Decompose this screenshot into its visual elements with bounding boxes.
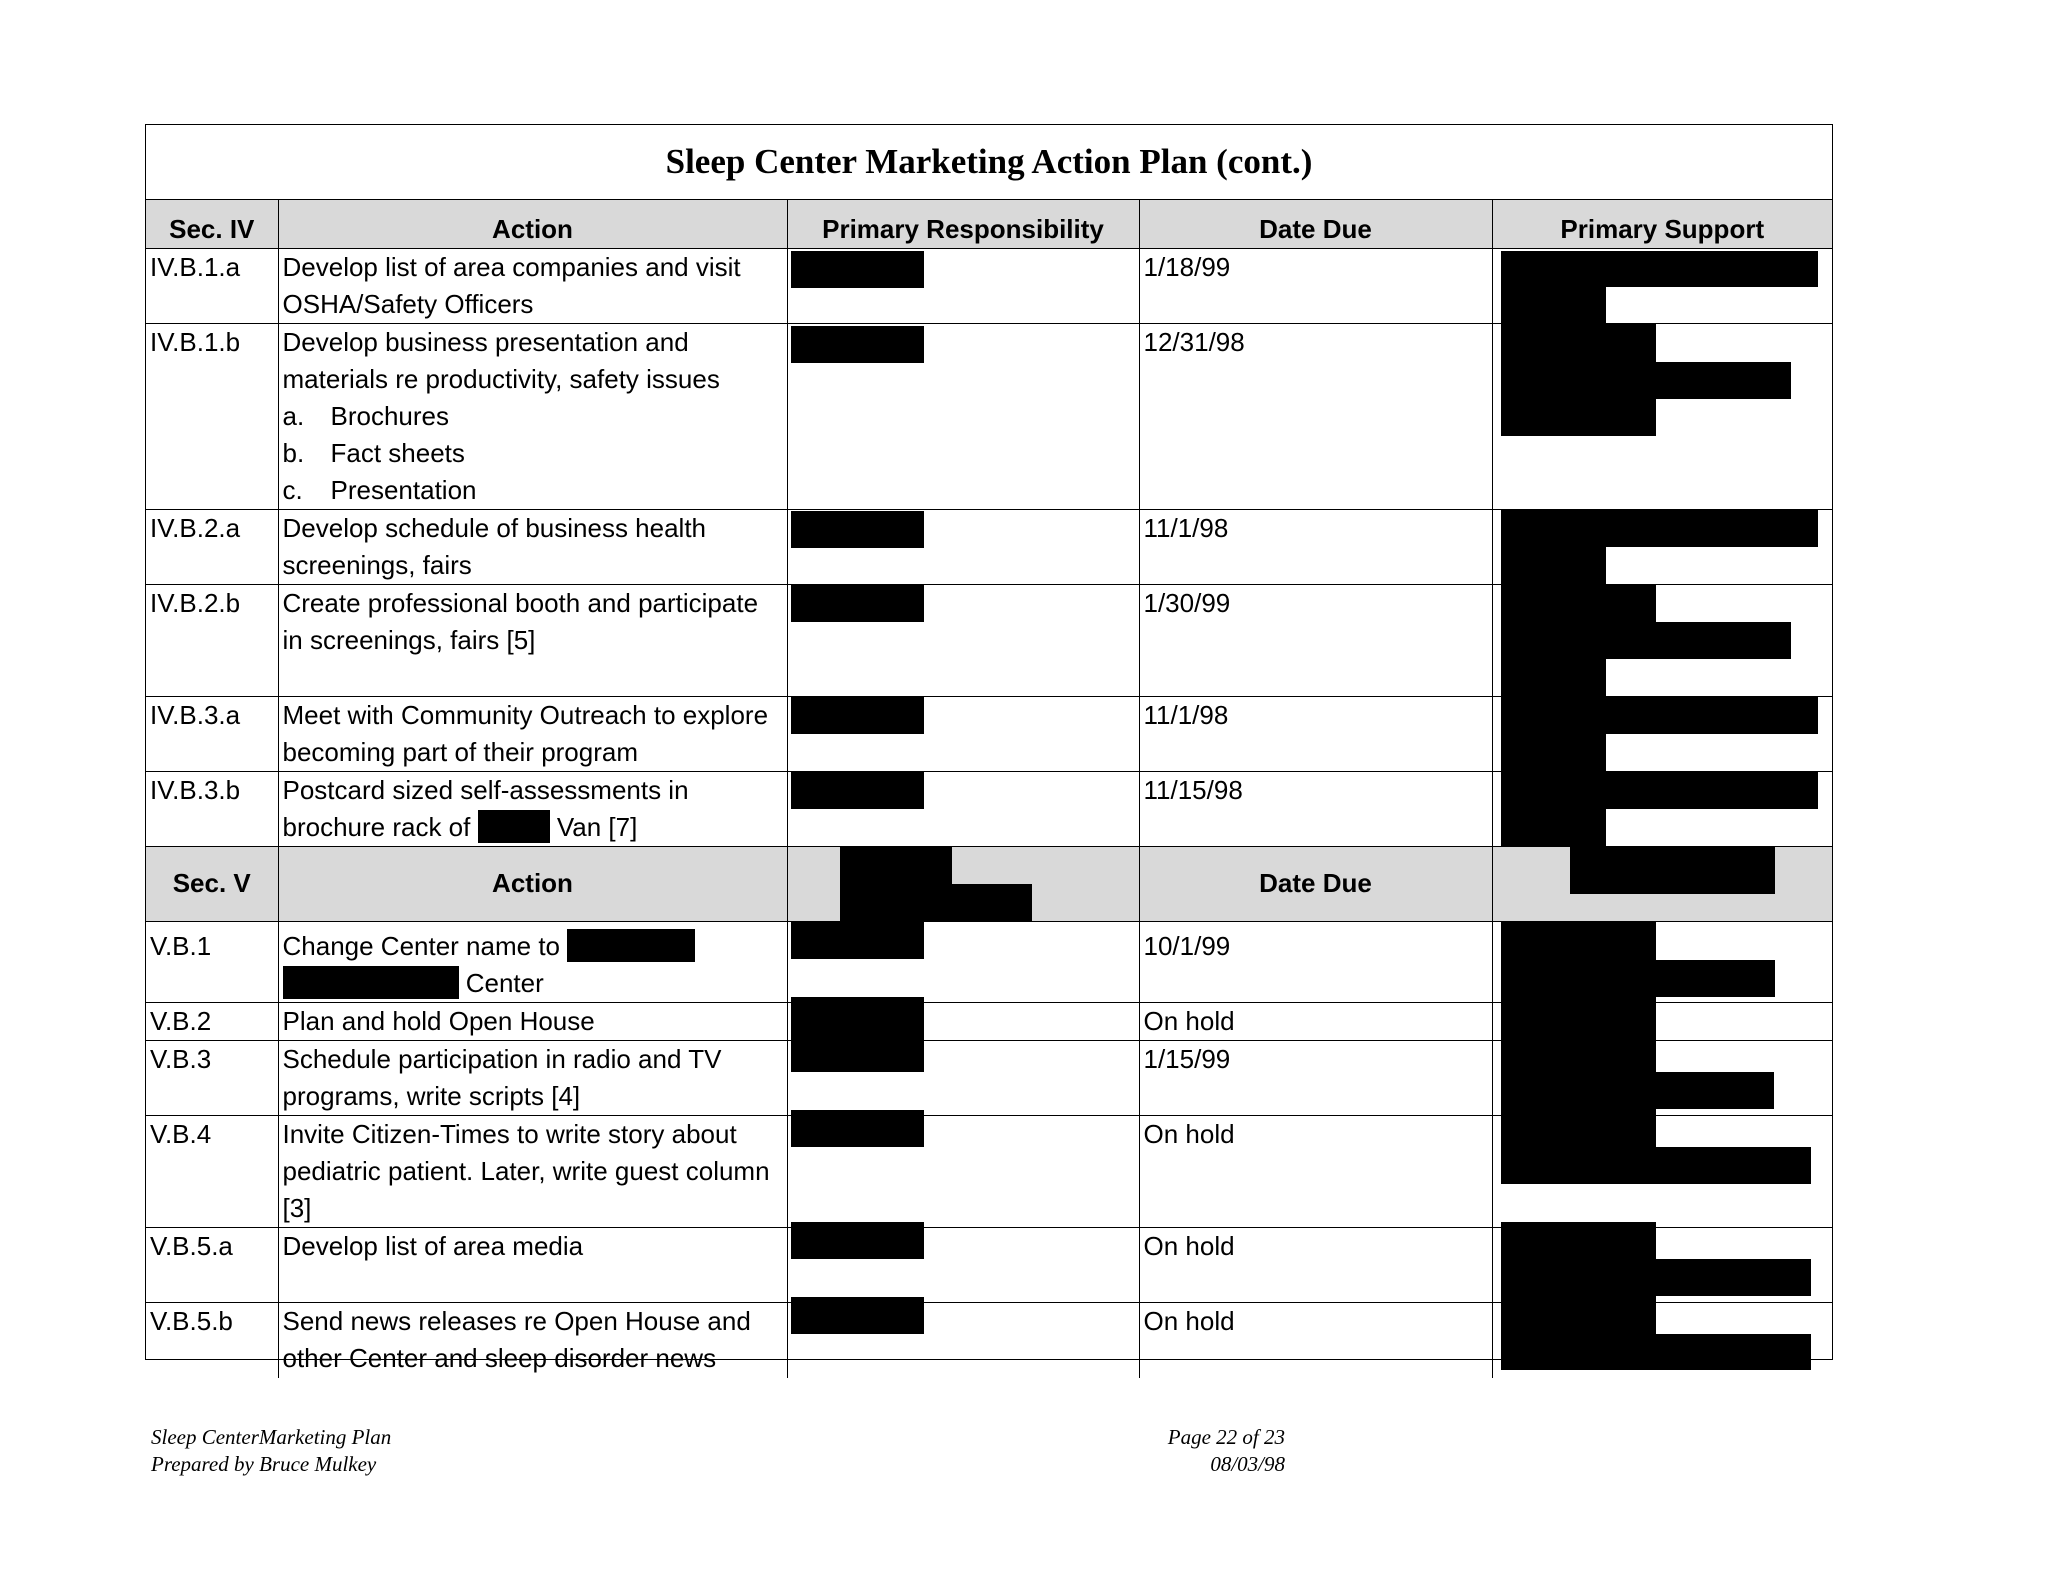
date-header: Date Due (1139, 846, 1492, 921)
redaction-block (1501, 585, 1656, 622)
row-action: Plan and hold Open House (278, 1002, 787, 1040)
row-id: IV.B.2.a (146, 509, 278, 584)
row-id: IV.B.3.b (146, 771, 278, 846)
row-action: Schedule participation in radio and TV programs, write scripts [4] (278, 1040, 787, 1115)
row-action: Change Center name to Center (278, 921, 787, 1002)
row-id: V.B.2 (146, 1002, 278, 1040)
redaction-block (1501, 772, 1818, 809)
redaction-block (791, 1297, 924, 1334)
row-id: IV.B.3.a (146, 696, 278, 771)
row-date: 11/15/98 (1139, 771, 1492, 846)
redaction-block (791, 511, 924, 548)
action-header: Action (278, 200, 787, 248)
row-date: On hold (1139, 1002, 1492, 1040)
redaction-block (791, 772, 924, 809)
section-header-row (146, 200, 1832, 248)
sub-item: b. Fact sheets (282, 437, 465, 468)
row-date: On hold (1139, 1302, 1492, 1378)
redaction-block (791, 697, 924, 734)
row-action: Send news releases re Open House and other Center and sleep disorder news (278, 1302, 787, 1378)
redaction-block (283, 966, 459, 999)
responsibility-header: Primary Responsibility (787, 200, 1139, 248)
redaction-block (791, 997, 924, 1072)
row-date: 1/15/99 (1139, 1040, 1492, 1115)
row-id: V.B.3 (146, 1040, 278, 1115)
redaction-block (791, 1110, 924, 1147)
redaction-block (1501, 1259, 1811, 1296)
footer-left (151, 1424, 391, 1478)
row-action-text: Develop business presentation and materials re productivity, safety issues (282, 326, 720, 394)
redaction-block (791, 922, 924, 959)
footer-author: Prepared by Bruce Mulkey (151, 1452, 377, 1476)
row-id: V.B.1 (146, 921, 278, 1002)
redaction-block (791, 326, 924, 363)
page-title: Sleep Center Marketing Action Plan (cont.) (146, 125, 1832, 200)
row-date: 11/1/98 (1139, 509, 1492, 584)
redaction-block (791, 585, 924, 622)
row-id: V.B.4 (146, 1115, 278, 1227)
redaction-block (1501, 697, 1818, 734)
row-id: IV.B.1.b (146, 323, 278, 509)
redaction-block (1501, 251, 1818, 287)
row-date: 1/18/99 (1139, 248, 1492, 323)
row-action: Create professional booth and participate in screenings, fairs [5] (278, 584, 787, 696)
sec-header: Sec. V (146, 846, 278, 921)
row-action: Postcard sized self-assessments in brochure rack of Van [7] (278, 771, 787, 846)
row-date: 1/30/99 (1139, 584, 1492, 696)
row-date: On hold (1139, 1115, 1492, 1227)
row-action: Develop schedule of business health screenings, fairs (278, 509, 787, 584)
row-action: Develop list of area companies and visit OSHA/Safety Officers (278, 248, 787, 323)
sec-header: Sec. IV (146, 200, 278, 248)
action-header: Action (278, 846, 787, 921)
row-date: 11/1/98 (1139, 696, 1492, 771)
date-header: Date Due (1139, 200, 1492, 248)
redaction-block (1501, 960, 1775, 997)
redaction-block (1570, 847, 1775, 894)
row-date: 12/31/98 (1139, 323, 1492, 509)
redaction-block (567, 929, 695, 962)
redaction-block (1501, 1147, 1811, 1184)
redaction-block (791, 1222, 924, 1259)
redaction-block (1501, 622, 1791, 659)
redaction-block (1501, 362, 1791, 399)
row-action: Invite Citizen-Times to write story about pediatric patient. Later, write guest column [3] (278, 1115, 787, 1227)
row-action (278, 323, 787, 509)
row-date: 10/1/99 (1139, 921, 1492, 1002)
row-id: IV.B.1.a (146, 248, 278, 323)
footer-date: 08/03/98 (1210, 1452, 1285, 1476)
sub-item: a. Brochures (282, 400, 449, 431)
redaction-block (840, 847, 952, 921)
row-date: On hold (1139, 1227, 1492, 1302)
row-action: Meet with Community Outreach to explore becoming part of their program (278, 696, 787, 771)
redaction-block (950, 884, 1032, 921)
redaction-block (1501, 1334, 1811, 1370)
footer-right (1100, 1424, 1285, 1478)
row-action: Develop list of area media (278, 1227, 787, 1302)
footer-plan-name: Sleep CenterMarketing Plan (151, 1425, 392, 1449)
sub-item: c. Presentation (282, 474, 477, 505)
redaction-block (478, 810, 550, 843)
redaction-block (1501, 1072, 1774, 1109)
support-header: Primary Support (1492, 200, 1832, 248)
row-id: V.B.5.b (146, 1302, 278, 1378)
footer-page-number: Page 22 of 23 (1167, 1425, 1285, 1449)
row-id: IV.B.2.b (146, 584, 278, 696)
redaction-block (1501, 510, 1818, 547)
redaction-block (791, 251, 924, 288)
row-id: V.B.5.a (146, 1227, 278, 1302)
